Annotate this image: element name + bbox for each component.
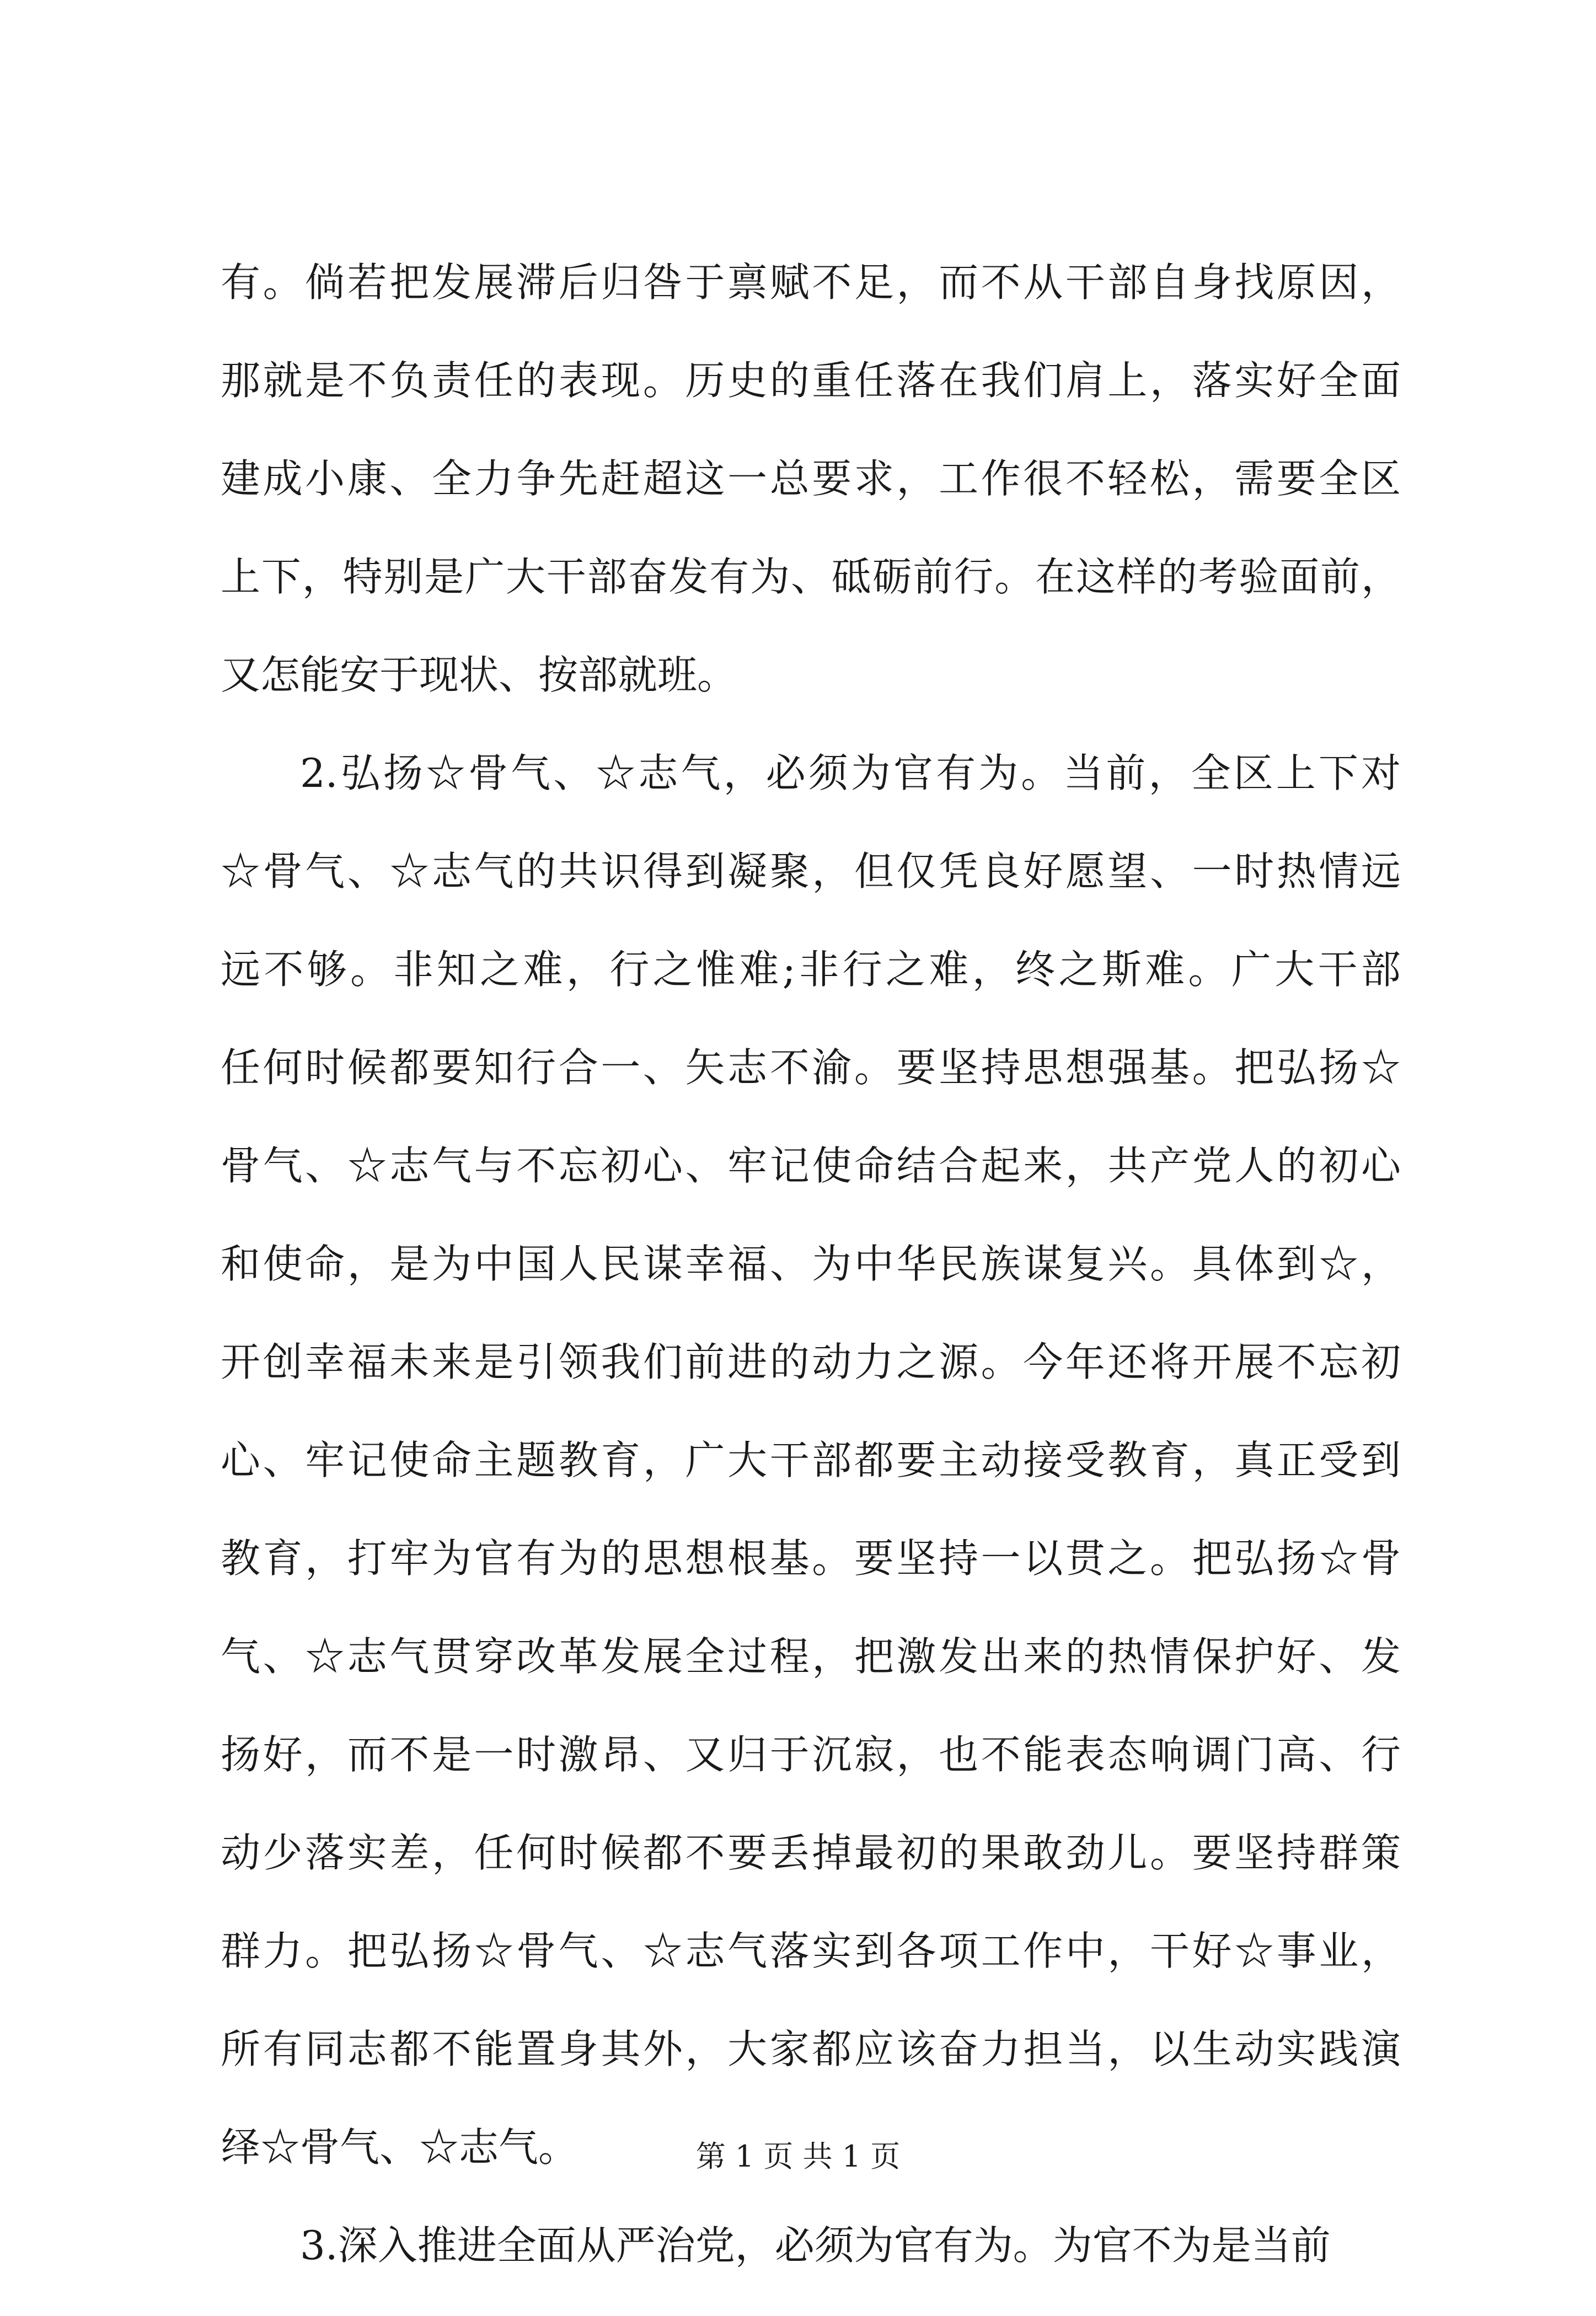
text-line: 任何时候都要知行合一、矢志不渝。要坚持思想强基。把弘扬☆ <box>221 1044 1401 1091</box>
text-line: 气、☆志气贯穿改革发展全过程，把激发出来的热情保护好、发 <box>221 1633 1401 1680</box>
text-line: 那就是不负责任的表现。历史的重任落在我们肩上，落实好全面 <box>221 357 1401 404</box>
paragraph-heading-line: 2.弘扬☆骨气、☆志气，必须为官有为。当前，全区上下对 <box>300 750 1401 796</box>
page-footer <box>0 2137 1596 2176</box>
text-line: 群力。把弘扬☆骨气、☆志气落实到各项工作中，干好☆事业， <box>221 1928 1401 1974</box>
text-line: 建成小康、全力争先赶超这一总要求，工作很不轻松，需要全区 <box>221 455 1401 502</box>
text-line: 有。倘若把发展滞后归咎于禀赋不足，而不从干部自身找原因， <box>221 259 1401 305</box>
text-line: 上下，特别是广大干部奋发有为、砥砺前行。在这样的考验面前， <box>221 554 1401 600</box>
text-line: 扬好，而不是一时激昂、又归于沉寂，也不能表态响调门高、行 <box>221 1731 1401 1778</box>
paragraph-heading-line: 3.深入推进全面从严治党，必须为官有为。为官不为是当前 <box>300 2222 1331 2269</box>
page-number-label: 第 1 页 共 1 页 <box>695 2139 901 2174</box>
text-line: 远不够。非知之难，行之惟难;非行之难，终之斯难。广大干部 <box>221 946 1401 993</box>
text-line: 所有同志都不能置身其外，大家都应该奋力担当，以生动实践演 <box>221 2026 1401 2072</box>
text-line: 教育，打牢为官有为的思想根基。要坚持一以贯之。把弘扬☆骨 <box>221 1535 1401 1581</box>
text-line: 心、牢记使命主题教育，广大干部都要主动接受教育，真正受到 <box>221 1437 1401 1483</box>
text-line: 骨气、☆志气与不忘初心、牢记使命结合起来，共产党人的初心 <box>221 1143 1401 1189</box>
text-line: 又怎能安于现状、按部就班。 <box>221 652 737 698</box>
text-line: ☆骨气、☆志气的共识得到凝聚，但仅凭良好愿望、一时热情远 <box>221 848 1401 894</box>
text-line: 和使命，是为中国人民谋幸福、为中华民族谋复兴。具体到☆， <box>221 1241 1401 1287</box>
text-line: 开创幸福未来是引领我们前进的动力之源。今年还将开展不忘初 <box>221 1339 1401 1385</box>
text-line: 动少落实差，任何时候都不要丢掉最初的果敢劲儿。要坚持群策 <box>221 1830 1401 1876</box>
document-body <box>221 255 1401 2316</box>
text-line: 绎☆骨气、☆志气。 <box>221 2124 579 2170</box>
